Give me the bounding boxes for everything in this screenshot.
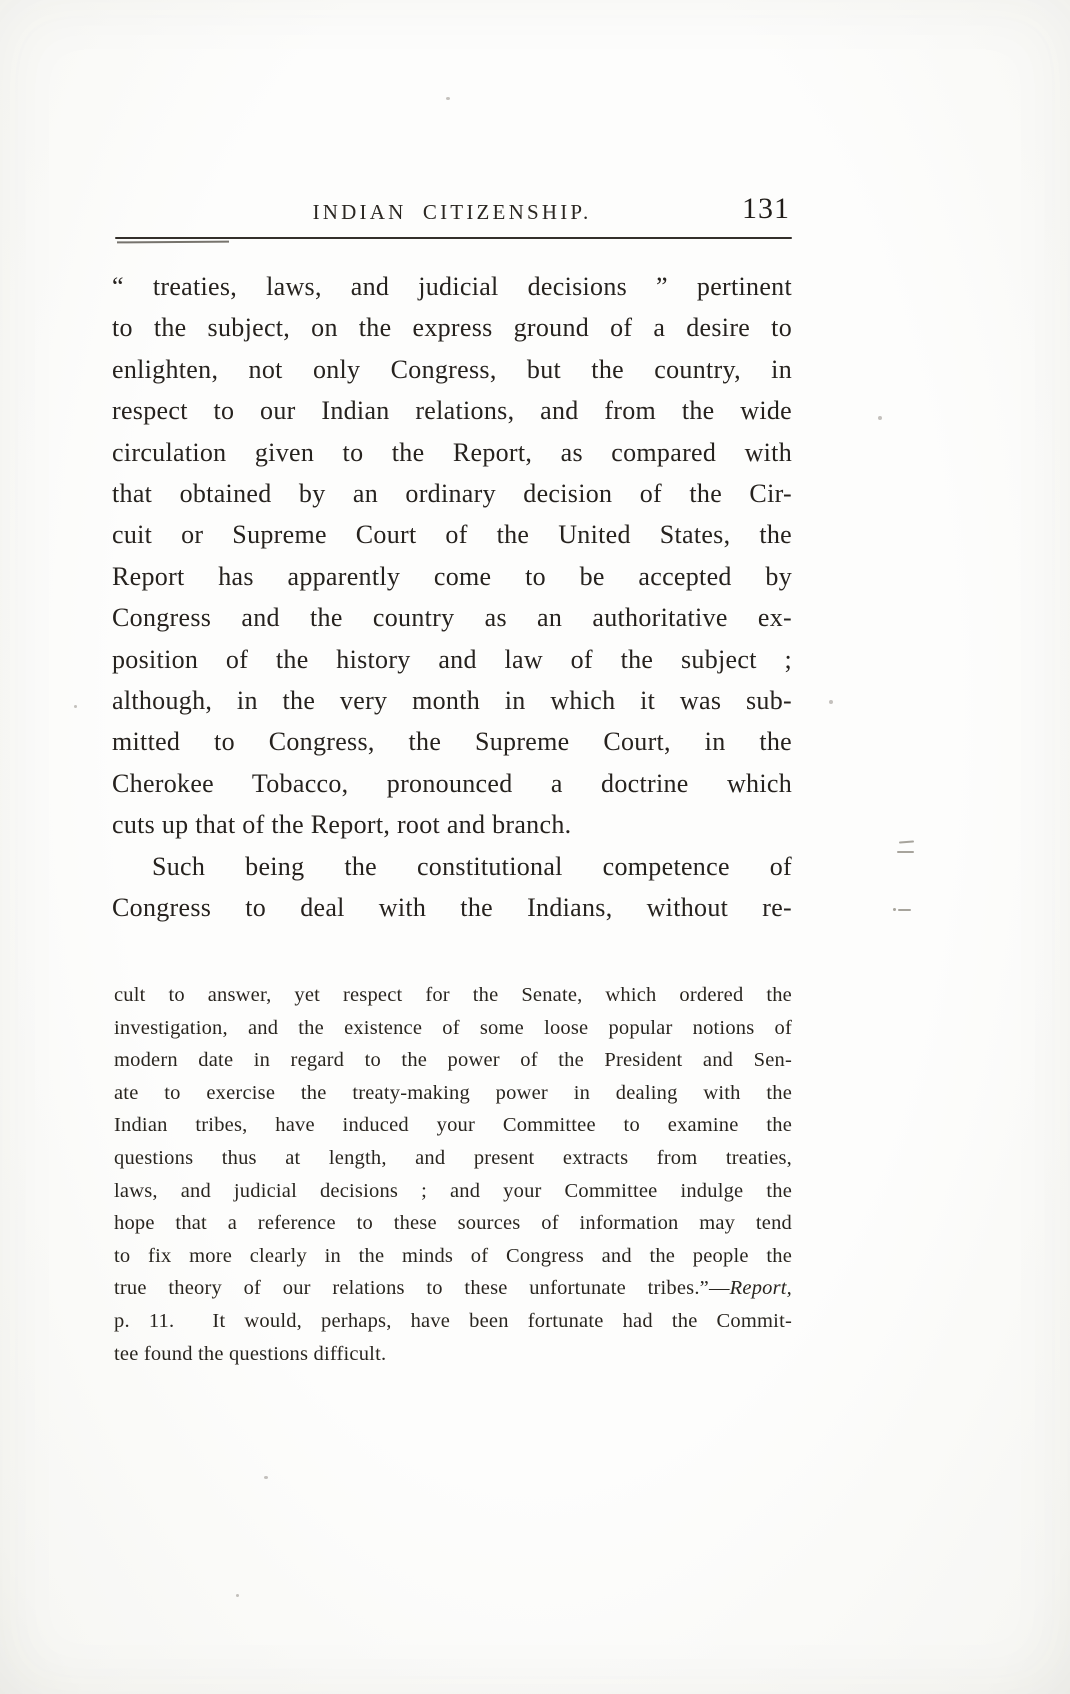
text-line: that obtained by an ordinary decision of the Cir- xyxy=(112,479,792,509)
scan-artifact xyxy=(74,705,77,708)
text-line: respect to our Indian relations, and from the wide xyxy=(112,396,792,426)
text-line: position of the history and law of the subject ; xyxy=(112,644,792,674)
footnote-line: p. 11. It would, perhaps, have been fortunate had the Commit- xyxy=(114,1309,792,1332)
margin-mark xyxy=(898,909,911,911)
footnote-line: modern date in regard to the power of the President and Sen- xyxy=(114,1049,792,1072)
text-line: circulation given to the Report, as compared with xyxy=(112,437,792,467)
text-line: “ treaties, laws, and judicial decisions ” pertinent xyxy=(112,272,792,301)
footnote-line-report-citation xyxy=(114,1272,792,1305)
footnote xyxy=(114,979,792,1370)
footnote-citation-italic: Report, xyxy=(729,1277,792,1300)
text-line: Congress to deal with the Indians, without re- xyxy=(112,893,792,923)
footnote-line: questions thus at length, and present extracts from treaties, xyxy=(114,1146,792,1169)
header-divider-rule xyxy=(115,237,792,239)
footnote-line: to fix more clearly in the minds of Congress and the people the xyxy=(114,1244,792,1267)
text-line: Cherokee Tobacco, pronounced a doctrine which xyxy=(112,768,792,798)
text-line: Such being the constitutional competence of xyxy=(152,851,792,881)
header-divider-rule-fragment xyxy=(117,241,229,244)
text-line: to the subject, on the express ground of a desire to xyxy=(112,313,792,343)
scan-artifact xyxy=(446,97,450,100)
text-line: enlighten, not only Congress, but the country, in xyxy=(112,354,792,384)
scan-artifact xyxy=(264,1476,268,1479)
footnote-line: hope that a reference to these sources of information may tend xyxy=(114,1212,792,1235)
footnote-line: investigation, and the existence of some loose popular notions of xyxy=(114,1016,792,1039)
footnote-line: Indian tribes, have induced your Committee to examine the xyxy=(114,1114,792,1137)
footnote-line: tee found the questions difficult. xyxy=(114,1342,387,1365)
scan-artifact xyxy=(878,416,882,420)
page-header xyxy=(112,192,792,234)
scan-artifact xyxy=(236,1594,239,1597)
text-line: mitted to Congress, the Supreme Court, in the xyxy=(112,727,792,757)
scan-artifact xyxy=(829,700,833,704)
footnote-citation-text: true theory of our relations to these unfortunate tribes.”— xyxy=(114,1277,730,1300)
footnote-line: cult to answer, yet respect for the Senate, which ordered the xyxy=(114,984,792,1006)
text-line: although, in the very month in which it was sub- xyxy=(112,686,792,716)
footnote-line: laws, and judicial decisions ; and your Committee indulge the xyxy=(114,1179,792,1202)
text-line: cuit or Supreme Court of the United States, the xyxy=(112,520,792,550)
text-line: Congress and the country as an authoritative ex- xyxy=(112,603,792,633)
text-line: cuts up that of the Report, root and branch. xyxy=(112,810,572,840)
running-title: INDIAN CITIZENSHIP. xyxy=(312,200,592,224)
footnote-line: ate to exercise the treaty-making power in dealing with the xyxy=(114,1081,792,1104)
margin-mark xyxy=(897,851,914,853)
margin-mark xyxy=(893,908,896,911)
margin-mark xyxy=(899,840,914,843)
text-line: Report has apparently come to be accepted by xyxy=(112,561,792,591)
body-text xyxy=(112,266,792,929)
page-number: 131 xyxy=(742,192,790,225)
